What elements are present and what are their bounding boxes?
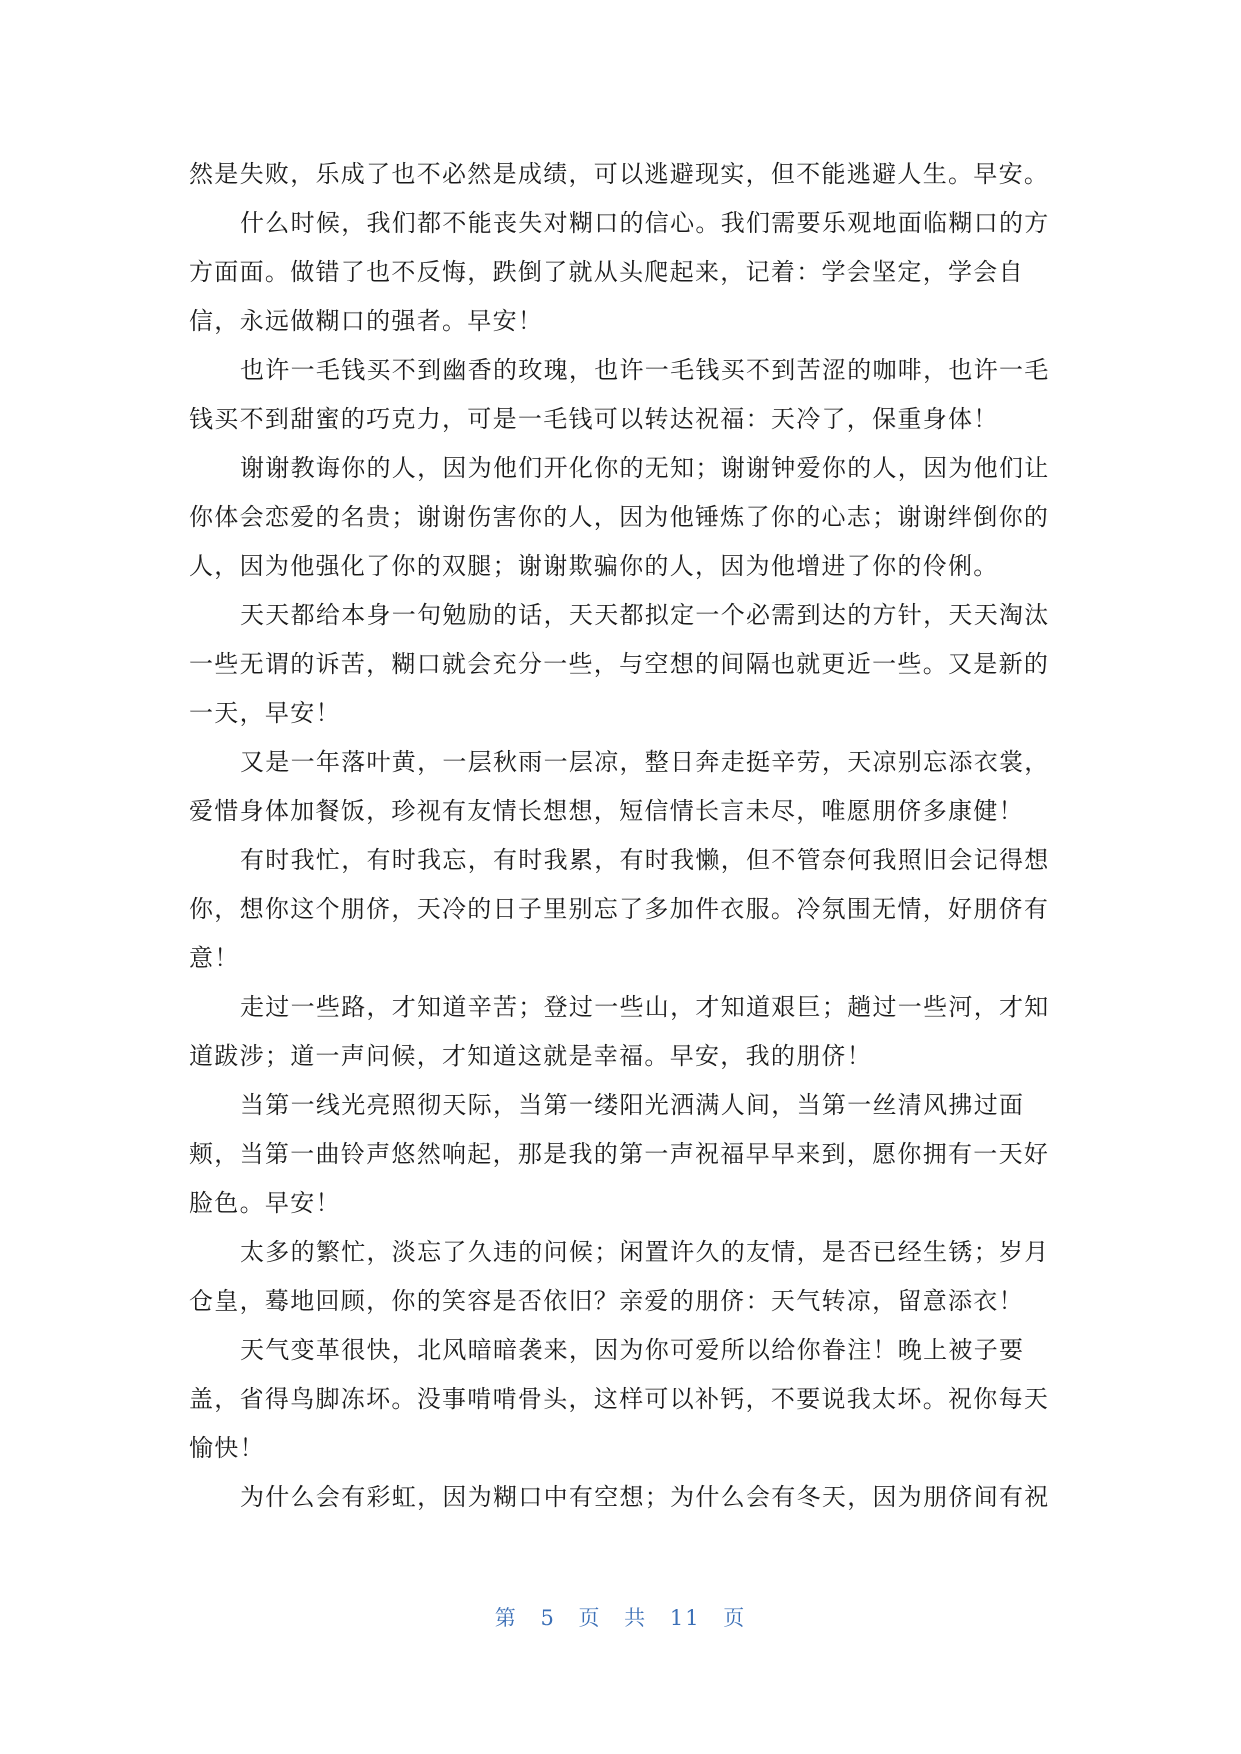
- text-line: 意！: [189, 944, 240, 972]
- text-line: 天天都给本身一句勉励的话，天天都拟定一个必需到达的方针，天天淘汰: [240, 601, 1050, 629]
- text-line: 颊，当第一曲铃声悠然响起，那是我的第一声祝福早早来到，愿你拥有一天好: [189, 1140, 1050, 1168]
- text-line: 然是失败，乐成了也不必然是成绩，可以逃避现实，但不能逃避人生。早安。: [189, 160, 1050, 188]
- text-line: 当第一线光亮照彻天际，当第一缕阳光洒满人间，当第一丝清风拂过面: [240, 1091, 1025, 1119]
- text-line: 一些无谓的诉苦，糊口就会充分一些，与空想的间隔也就更近一些。又是新的: [189, 650, 1050, 678]
- text-line: 盖，省得鸟脚冻坏。没事啃啃骨头，这样可以补钙，不要说我太坏。祝你每天: [189, 1385, 1050, 1413]
- text-line: 一天，早安！: [189, 699, 341, 727]
- text-line: 信，永远做糊口的强者。早安！: [189, 307, 544, 335]
- text-line: 有时我忙，有时我忘，有时我累，有时我懒，但不管奈何我照旧会记得想: [240, 846, 1050, 874]
- page-body: [189, 150, 1049, 1522]
- text-line: 脸色。早安！: [189, 1189, 341, 1217]
- text-line: 太多的繁忙，淡忘了久违的问候；闲置许久的友情，是否已经生锈；岁月: [240, 1238, 1050, 1266]
- text-line: 仓皇，蓦地回顾，你的笑容是否依旧？亲爱的朋侪：天气转凉，留意添衣！: [189, 1287, 1024, 1315]
- text-line: 谢谢教诲你的人，因为他们开化你的无知；谢谢钟爱你的人，因为他们让: [240, 454, 1050, 482]
- text-line: 什么时候，我们都不能丧失对糊口的信心。我们需要乐观地面临糊口的方: [240, 209, 1050, 237]
- text-line: 人，因为他强化了你的双腿；谢谢欺骗你的人，因为他增进了你的伶俐。: [189, 552, 999, 580]
- text-line: 天气变革很快，北风暗暗袭来，因为你可爱所以给你眷注！晚上被子要: [240, 1336, 1025, 1364]
- text-line: 也许一毛钱买不到幽香的玫瑰，也许一毛钱买不到苦涩的咖啡，也许一毛: [240, 356, 1050, 384]
- text-line: 你体会恋爱的名贵；谢谢伤害你的人，因为他锤炼了你的心志；谢谢绊倒你的: [189, 503, 1050, 531]
- text-line: 爱惜身体加餐饭，珍视有友情长想想，短信情长言未尽，唯愿朋侪多康健！: [189, 797, 1024, 825]
- text-line: 方面面。做错了也不反悔，跌倒了就从头爬起来，记着：学会坚定，学会自: [189, 258, 1024, 286]
- text-line: 你，想你这个朋侪，天冷的日子里别忘了多加件衣服。冷氛围无情，好朋侪有: [189, 895, 1050, 923]
- text-line: 钱买不到甜蜜的巧克力，可是一毛钱可以转达祝福：天冷了，保重身体！: [189, 405, 999, 433]
- text-line: 走过一些路，才知道辛苦；登过一些山，才知道艰巨；趟过一些河，才知: [240, 993, 1050, 1021]
- text-line: 又是一年落叶黄，一层秋雨一层凉，整日奔走挺辛劳，天凉别忘添衣裳，: [240, 748, 1050, 776]
- text-line: 道跋涉；道一声问候，才知道这就是幸福。早安，我的朋侪！: [189, 1042, 873, 1070]
- text-line: 愉快！: [189, 1434, 265, 1462]
- page-number-footer: 第 5 页 共 11 页: [494, 1606, 747, 1630]
- text-line: 为什么会有彩虹，因为糊口中有空想；为什么会有冬天，因为朋侪间有祝: [240, 1483, 1050, 1511]
